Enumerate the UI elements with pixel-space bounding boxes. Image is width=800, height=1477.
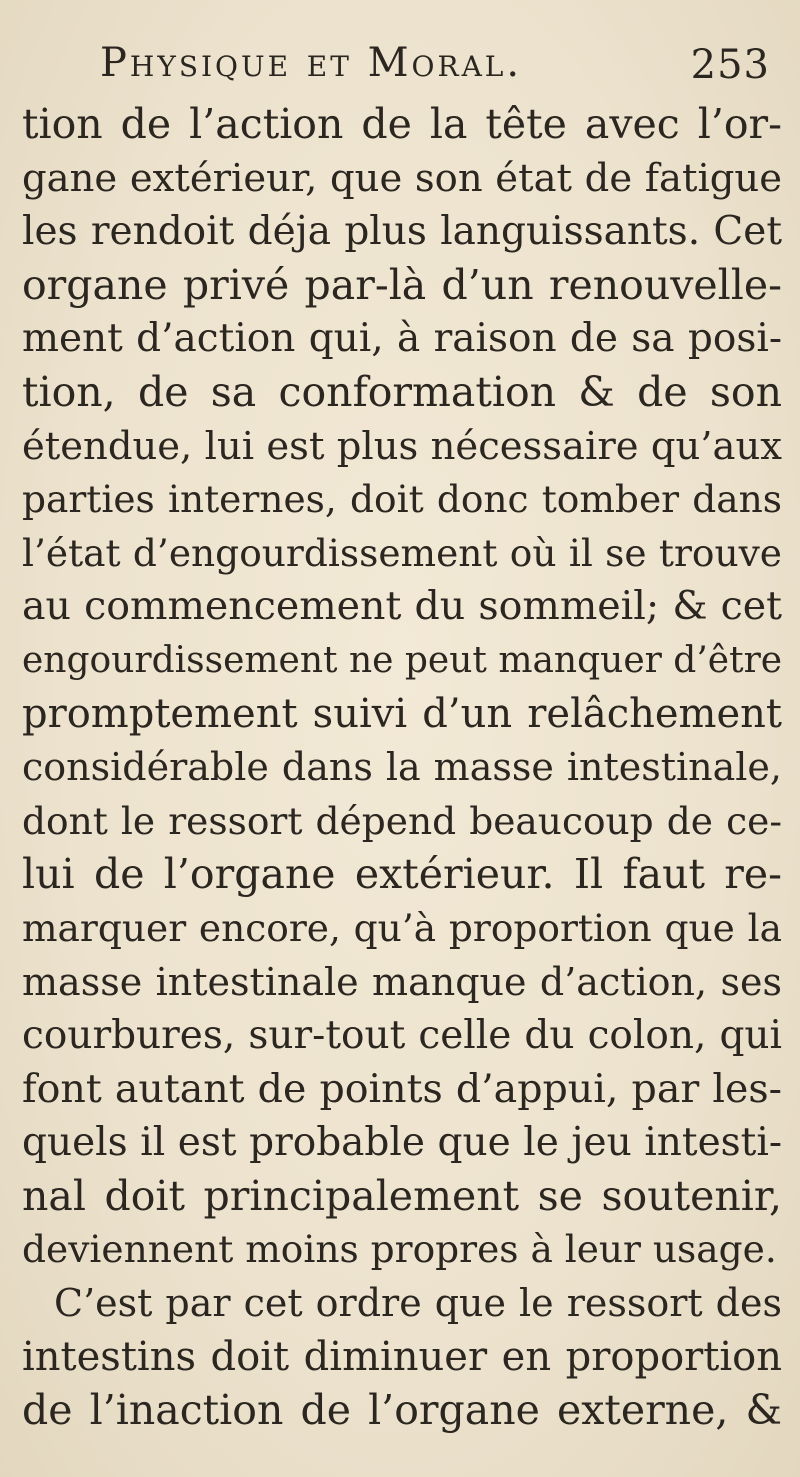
text-line: de l’inaction de l’organe externe, & — [22, 1386, 782, 1435]
text-line: engourdissement ne peut manquer d’être — [22, 639, 783, 681]
text-line: intestins doit diminuer en proportion — [22, 1333, 782, 1380]
text-line: dont le ressort dépend beaucoup de ce- — [22, 798, 782, 843]
text-line: l’état d’engourdissement où il se trouve — [22, 530, 782, 575]
text-line: les rendoit déja plus languissants. Cet — [22, 209, 782, 255]
body-text — [22, 98, 782, 1438]
running-title: Physique et Moral. — [100, 40, 523, 86]
text-line: tion, de sa conformation & de son — [22, 367, 782, 416]
text-line: parties internes, doit donc tomber dans — [22, 477, 782, 522]
text-line: lui de l’organe extérieur. Il faut re- — [22, 850, 782, 899]
text-line: au commencement du sommeil; & cet — [22, 583, 782, 630]
text-line: étendue, lui est plus nécessaire qu’aux — [22, 423, 782, 469]
text-line: promptement suivi d’un relâchement — [22, 690, 782, 737]
text-line: quels il est probable que le jeu intesti- — [22, 1120, 782, 1166]
text-line: C’est par cet ordre que le ressort des — [54, 1281, 782, 1326]
page-number: 253 — [690, 42, 770, 88]
running-head — [100, 40, 770, 100]
text-line: courbures, sur-tout celle du colon, qui — [22, 1013, 782, 1059]
text-line: font autant de points d’appui, par les- — [22, 1065, 782, 1112]
text-line: ment d’action qui, à raison de sa posi- — [22, 316, 782, 362]
text-line: masse intestinale manque d’action, ses — [22, 959, 782, 1004]
text-line: gane extérieur, que son état de fatigue — [22, 155, 782, 201]
text-line: deviennent moins propres à leur usage. — [22, 1227, 777, 1272]
text-line: nal doit principalement se soutenir, — [22, 1171, 782, 1220]
text-line: organe privé par-là d’un renouvelle- — [22, 260, 782, 309]
text-line: tion de l’action de la tête avec l’or- — [22, 100, 782, 148]
text-line: marquer encore, qu’à proportion que la — [22, 905, 782, 950]
text-line: considérable dans la masse intestinale, — [22, 745, 782, 790]
